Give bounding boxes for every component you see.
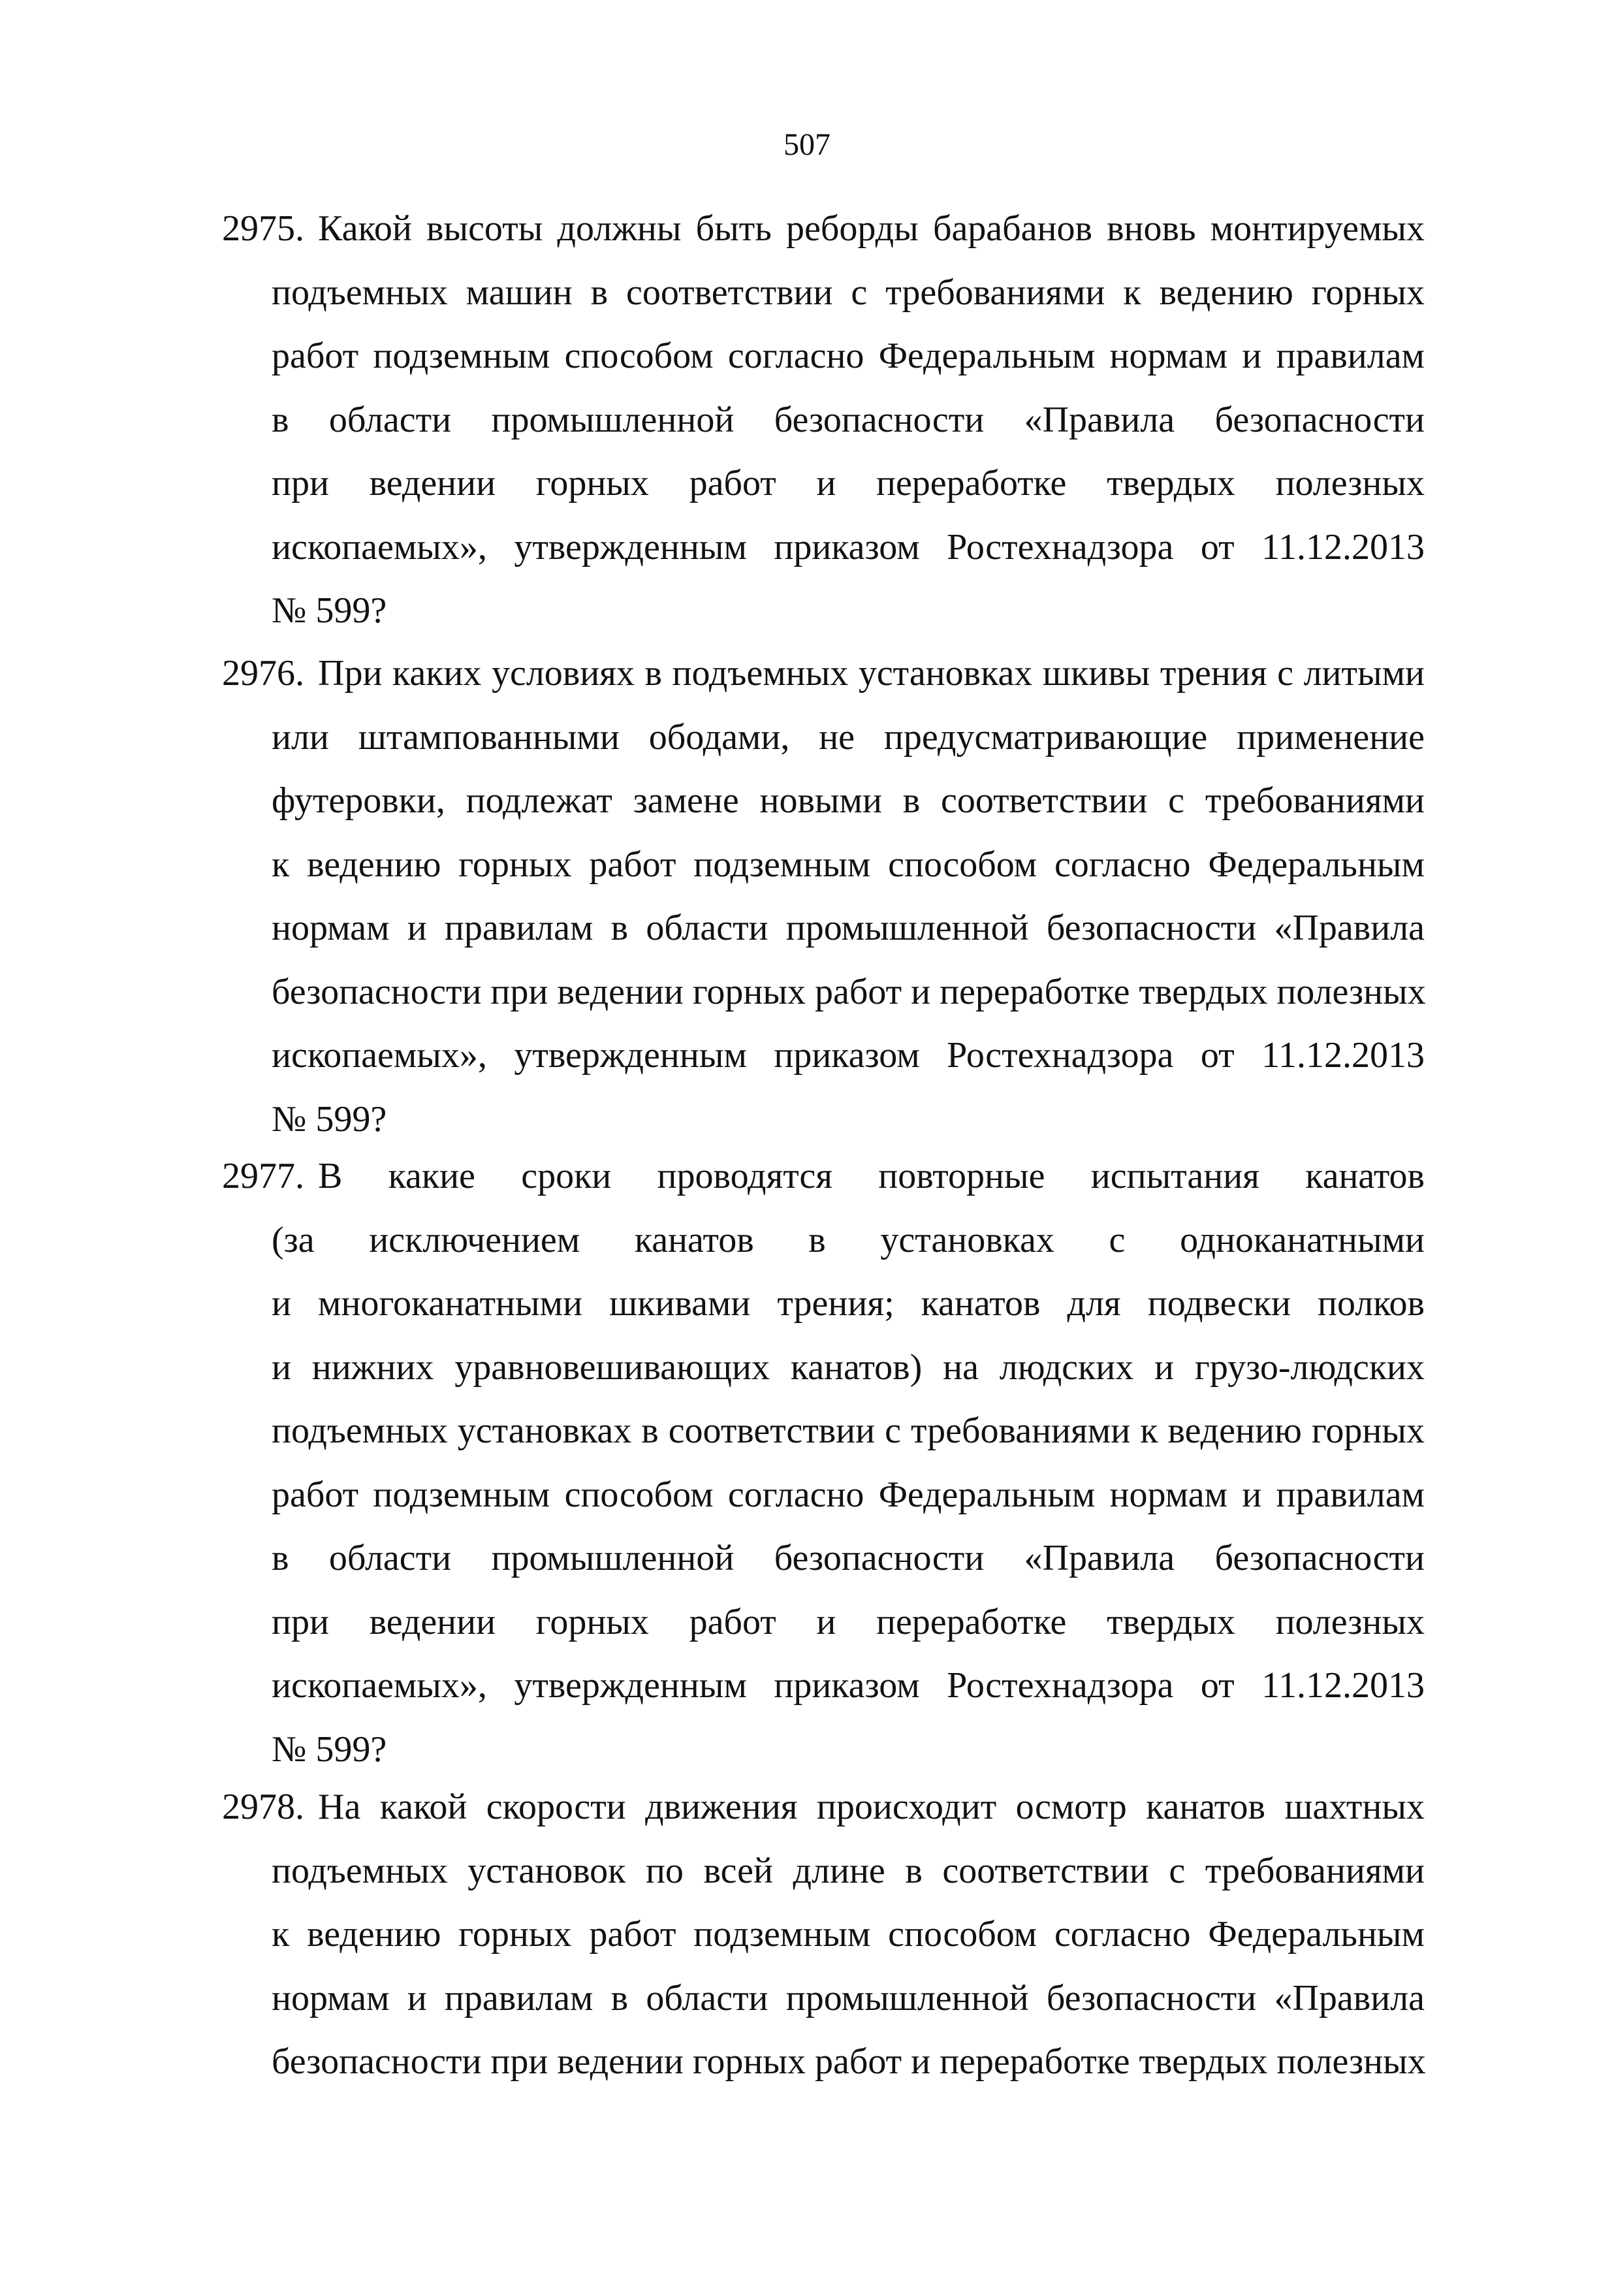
question-text-line: в области промышленной безопасности «Правила безопасности: [272, 1538, 1425, 1578]
question-text-line: или штампованными ободами, не предусматривающие применение: [272, 716, 1425, 757]
question-text: [272, 642, 1425, 1151]
question-text-line: На какой скорости движения происходит осмотр канатов шахтных: [318, 1787, 1425, 1827]
question-item: [222, 642, 1425, 1151]
question-text-line: работ подземным способом согласно Федеральным нормам и правилам: [272, 1474, 1425, 1515]
question-text-line: нормам и правилам в области промышленной безопасности «Правила: [272, 1977, 1425, 2018]
question-text-line: к ведению горных работ подземным способом согласно Федеральным: [272, 1914, 1425, 1954]
question-text-line: ископаемых», утвержденным приказом Ростехнадзора от 11.12.2013: [272, 1665, 1425, 1706]
question-item: [222, 1145, 1425, 1781]
question-text-line: и многоканатными шкивами трения; канатов для подвески полков: [272, 1283, 1425, 1324]
question-text-line: подъемных машин в соответствии с требованиями к ведению горных: [272, 272, 1425, 313]
question-text-line: ископаемых», утвержденным приказом Ростехнадзора от 11.12.2013: [272, 526, 1425, 567]
question-text-line: № 599?: [272, 590, 387, 631]
question-text: [272, 197, 1425, 643]
question-text-line: подъемных установок по всей длине в соответствии с требованиями: [272, 1850, 1425, 1891]
question-text: [272, 1776, 1425, 2094]
question-text-line: нормам и правилам в области промышленной безопасности «Правила: [272, 908, 1425, 948]
question-item: [222, 1776, 1425, 2094]
question-text-line: В какие сроки проводятся повторные испытания канатов: [318, 1156, 1425, 1196]
question-text-line: № 599?: [272, 1098, 387, 1140]
question-text-line: Какой высоты должны быть реборды барабанов вновь монтируемых: [318, 208, 1425, 249]
page-number: 507: [783, 127, 831, 162]
question-text-line: при ведении горных работ и переработке твердых полезных: [272, 463, 1425, 503]
question-text-line: безопасности при ведении горных работ и переработке твердых полезных: [272, 971, 1426, 1012]
question-text-line: при ведении горных работ и переработке твердых полезных: [272, 1601, 1425, 1642]
question-text-line: подъемных установках в соответствии с требованиями к ведению горных: [272, 1411, 1425, 1451]
question-text-line: безопасности при ведении горных работ и переработке твердых полезных: [272, 2041, 1426, 2082]
question-item: [222, 197, 1425, 643]
question-number: 2977.: [222, 1156, 304, 1196]
question-number: 2975.: [222, 208, 304, 249]
question-text: [272, 1145, 1425, 1781]
question-text-line: При каких условиях в подъемных установках шкивы трения с литыми: [318, 653, 1425, 694]
question-number: 2976.: [222, 653, 304, 694]
question-text-line: и нижних уравновешивающих канатов) на людских и грузо-людских: [272, 1347, 1425, 1388]
question-text-line: к ведению горных работ подземным способом согласно Федеральным: [272, 844, 1425, 885]
question-text-line: ископаемых», утвержденным приказом Ростехнадзора от 11.12.2013: [272, 1035, 1425, 1076]
question-text-line: футеровки, подлежат замене новыми в соответствии с требованиями: [272, 780, 1425, 821]
question-number: 2978.: [222, 1787, 304, 1827]
question-text-line: № 599?: [272, 1729, 387, 1770]
question-text-line: работ подземным способом согласно Федеральным нормам и правилам: [272, 336, 1425, 376]
question-text-line: (за исключением канатов в установках с одноканатными: [272, 1219, 1425, 1260]
question-text-line: в области промышленной безопасности «Правила безопасности: [272, 399, 1425, 440]
